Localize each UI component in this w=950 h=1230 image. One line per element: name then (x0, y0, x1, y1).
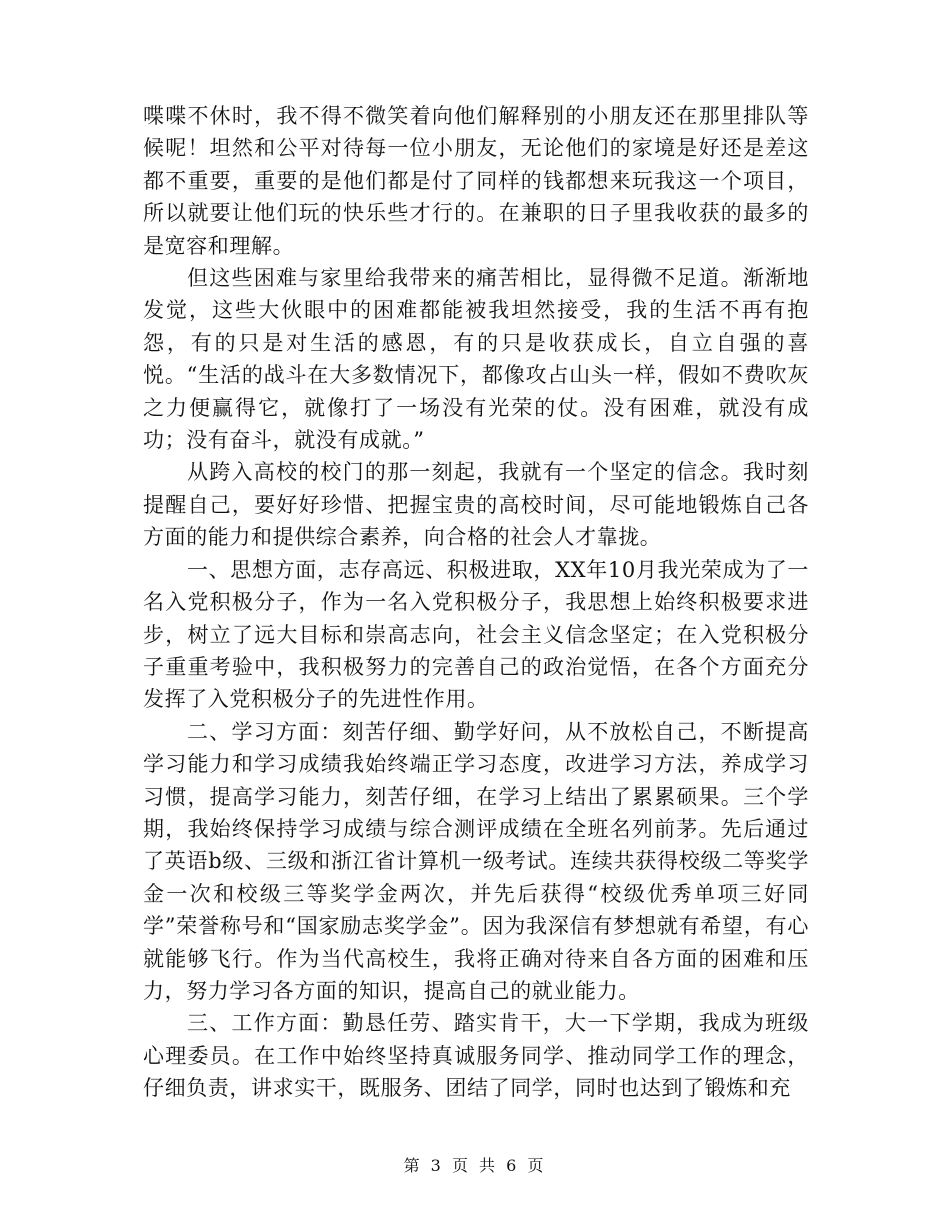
paragraph-3: 从跨入高校的校门的那一刻起，我就有一个坚定的信念。我时刻提醒自己，要好好珍惜、把握宝贵的高校时间，尽可能地锻炼自己各方面的能力和提供综合素养，向合格的社会人才靠拢。 (143, 460, 809, 550)
paragraph-6-work: 三、工作方面：勤恳任劳、踏实肯干，大一下学期，我成为班级心理委员。在工作中始终坚持真诚服务同学、推动同学工作的理念，仔细负责，讲求实干，既服务、团结了同学，同时也达到了锻炼和充 (143, 1011, 809, 1101)
paragraph-2: 但这些困难与家里给我带来的痛苦相比，显得微不足道。渐渐地发觉，这些大伙眼中的困难都能被我坦然接受，我的生活不再有抱怨，有的只是对生活的感恩，有的只是收获成长，自立自强的喜悦。“生活的战斗在大多数情况下，都像攻占山头一样，假如不费吹灰之力便赢得它，就像打了一场没有光荣的仗。没有困难，就没有成功；没有奋斗，就没有成就。” (143, 266, 809, 453)
paragraph-5-study: 二、学习方面：刻苦仔细、勤学好问，从不放松自己，不断提高学习能力和学习成绩我始终端正学习态度，改进学习方法，养成学习习惯，提高学习能力，刻苦仔细，在学习上结出了累累硕果。三个学期，我始终保持学习成绩与综合测评成绩在全班名列前茅。先后通过了英语b级、三级和浙江省计算机一级考试。连续共获得校级二等奖学金一次和校级三等奖学金两次，并先后获得“校级优秀单项三好同学”荣誉称号和“国家励志奖学金”。因为我深信有梦想就有希望，有心就能够飞行。作为当代高校生，我将正确对待来自各方面的困难和压力，努力学习各方面的知识，提高自己的就业能力。 (143, 719, 809, 1003)
document-body (143, 100, 809, 1105)
paragraph-4-ideology: 一、思想方面，志存高远、积极进取，XX年10月我光荣成为了一名入党积极分子，作为一名入党积极分子，我思想上始终积极要求进步，树立了远大目标和崇高志向，社会主义信念坚定；在入党积极分子重重考验中，我积极努力的完善自己的政治觉悟，在各个方面充分发挥了入党积极分子的先进性作用。 (143, 557, 809, 712)
page-number-footer: 第 3 页 共 6 页 (403, 1156, 547, 1175)
paragraph-1: 喋喋不休时，我不得不微笑着向他们解释别的小朋友还在那里排队等候呢！坦然和公平对待每一位小朋友，无论他们的家境是好还是差这都不重要，重要的是他们都是付了同样的钱都想来玩我这一个项目，所以就要让他们玩的快乐些才行的。在兼职的日子里我收获的最多的是宽容和理解。 (143, 104, 809, 258)
